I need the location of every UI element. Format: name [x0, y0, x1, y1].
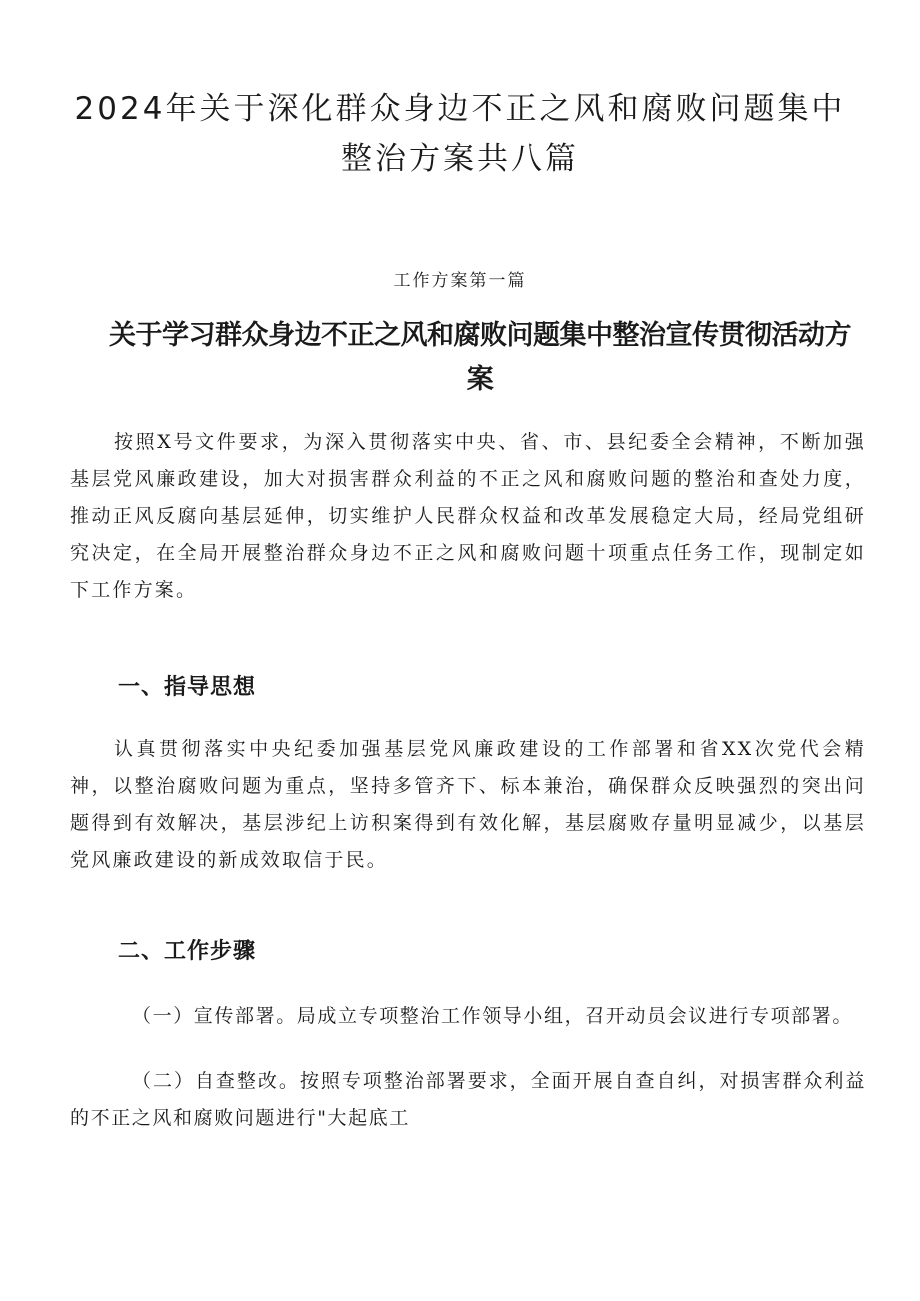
heading-work-steps: 二、工作步骤	[118, 939, 257, 964]
guiding-paragraph: 认真贯彻落实中央纪委加强基层党风廉政建设的工作部署和省XX次党代会精神，以整治腐败问题为重点，坚持多管齐下、标本兼治，确保群众反映强烈的突出问题得到有效解决，基层涉纪上访积案得到有效化解，基层腐败存量明显减少，以基层党风廉政建设的新成效取信于民。	[70, 738, 866, 871]
article-title: 关于学习群众身边不正之风和腐败问题集中整治宣传贯彻活动方案	[109, 320, 851, 395]
step-item-self-inspection: （二）自查整改。按照专项整治部署要求，全面开展自查自纠，对损害群众利益的不正之风和腐败问题进行"大起底工	[70, 1070, 866, 1129]
section-label: 工作方案第一篇	[393, 271, 527, 291]
heading-guiding-thought: 一、指导思想	[118, 675, 257, 700]
document-title: 2024年关于深化群众身边不正之风和腐败问题集中整治方案共八篇	[74, 91, 846, 177]
step-item-publicity: （一）宣传部署。局成立专项整治工作领导小组，召开动员会议进行专项部署。	[132, 1005, 854, 1027]
intro-paragraph: 按照X号文件要求，为深入贯彻落实中央、省、市、县纪委全会精神，不断加强基层党风廉政建设，加大对损害群众利益的不正之风和腐败问题的整治和查处力度，推动正风反腐向基层延伸，切实维护人民群众权益和改革发展稳定大局，经局党组研究决定，在全局开展整治群众身边不正之风和腐败问题十项重点任务工作，现制定如下工作方案。	[70, 431, 866, 601]
